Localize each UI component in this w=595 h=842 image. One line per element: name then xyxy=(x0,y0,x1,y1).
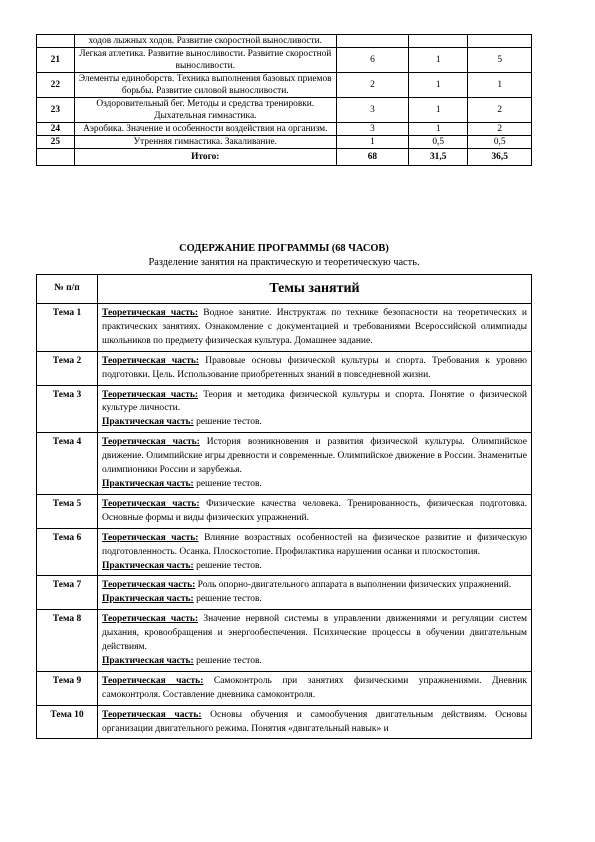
topic-content xyxy=(98,705,532,739)
row-number: 21 xyxy=(37,48,75,73)
topic-content xyxy=(98,433,532,495)
topic-row xyxy=(37,385,532,433)
header-title: Темы занятий xyxy=(98,275,532,304)
theory-label: Теоретическая часть: xyxy=(102,389,199,400)
row-theory-hours: 1 xyxy=(409,123,468,136)
row-practice-hours: 0,5 xyxy=(468,136,532,149)
theory-label: Теоретическая часть: xyxy=(102,437,200,448)
topic-content xyxy=(98,304,532,352)
total-label: Итого: xyxy=(74,149,336,166)
table-row xyxy=(37,98,532,123)
hours-table xyxy=(36,34,532,166)
row-practice-hours: 2 xyxy=(468,98,532,123)
row-topic: Утренняя гимнастика. Закаливание. xyxy=(74,136,336,149)
row-theory-hours: 1 xyxy=(409,48,468,73)
row-total-hours: 2 xyxy=(336,73,408,98)
table-row xyxy=(37,35,532,48)
row-topic: Элементы единоборств. Техника выполнения базовых приемов борьбы. Развитие силовой выносливости. xyxy=(74,73,336,98)
theory-text: Теоретическая часть: История возникновения и развития физической культуры. Олимпийское движение. Олимпийские игры древности и современные. Олимпийское движение в России. Знаменитые олимпионики России и зарубежья. xyxy=(102,437,527,476)
row-practice-hours: 2 xyxy=(468,123,532,136)
table-row xyxy=(37,123,532,136)
total-num-cell xyxy=(37,149,75,166)
total-row xyxy=(37,149,532,166)
row-practice-hours: 5 xyxy=(468,48,532,73)
row-topic: ходов лыжных ходов. Развитие скоростной выносливости. xyxy=(74,35,336,48)
row-total-hours xyxy=(336,35,408,48)
theory-text: Теоретическая часть: Основы обучения и самообучения двигательным действиям. Основы организации двигательного режима. Понятия «двигательный навык» и xyxy=(102,709,527,734)
topic-row xyxy=(37,528,532,576)
row-number: 23 xyxy=(37,98,75,123)
theory-label: Теоретическая часть: xyxy=(102,709,202,720)
row-theory-hours: 1 xyxy=(409,73,468,98)
topic-number: Тема 5 xyxy=(37,494,98,528)
topic-row xyxy=(37,351,532,385)
topic-content xyxy=(98,528,532,576)
topic-number: Тема 6 xyxy=(37,528,98,576)
practice-text: Практическая часть: решение тестов. xyxy=(102,560,262,571)
theory-text: Теоретическая часть: Значение нервной системы в управлении движениями и регуляции систем дыхания, кровообращения и энергообеспечения. Психические процессы в обучении двигательным действиям. xyxy=(102,614,527,653)
topic-row xyxy=(37,576,532,610)
row-topic: Легкая атлетика. Развитие выносливости. Развитие скоростной выносливости. xyxy=(74,48,336,73)
row-number: 24 xyxy=(37,123,75,136)
row-topic: Оздоровительный бег. Методы и средства тренировки. Дыхательная гимнастика. xyxy=(74,98,336,123)
topic-content xyxy=(98,351,532,385)
topics-table xyxy=(36,274,532,739)
theory-text: Теоретическая часть: Самоконтроль при занятиях физическими упражнениями. Дневник самоконтроля. Составление дневника самоконтроля. xyxy=(102,675,527,700)
row-total-hours: 6 xyxy=(336,48,408,73)
table-row xyxy=(37,48,532,73)
topic-number: Тема 9 xyxy=(37,671,98,705)
topic-number: Тема 4 xyxy=(37,433,98,495)
topic-content xyxy=(98,610,532,672)
topic-content xyxy=(98,385,532,433)
row-topic: Аэробика. Значение и особенности воздействия на организм. xyxy=(74,123,336,136)
theory-text: Теоретическая часть: Роль опорно-двигательного аппарата в выполнении физических упражнений. xyxy=(102,580,512,591)
theory-label: Теоретическая часть: xyxy=(102,580,196,591)
row-number xyxy=(37,35,75,48)
theory-label: Теоретическая часть: xyxy=(102,355,200,366)
topic-number: Тема 8 xyxy=(37,610,98,672)
topic-content xyxy=(98,576,532,610)
section-title: СОДЕРЖАНИЕ ПРОГРАММЫ (68 ЧАСОВ) xyxy=(179,243,389,254)
topics-header-row xyxy=(37,275,532,304)
topic-number: Тема 3 xyxy=(37,385,98,433)
practice-label: Практическая часть: xyxy=(102,594,194,605)
row-number: 25 xyxy=(37,136,75,149)
topic-content xyxy=(98,671,532,705)
table-row xyxy=(37,136,532,149)
total-practice: 36,5 xyxy=(468,149,532,166)
theory-label: Теоретическая часть: xyxy=(102,532,199,543)
row-theory-hours: 0,5 xyxy=(409,136,468,149)
topic-number: Тема 10 xyxy=(37,705,98,739)
practice-label: Практическая часть: xyxy=(102,655,194,666)
topic-row xyxy=(37,705,532,739)
row-theory-hours: 1 xyxy=(409,98,468,123)
row-practice-hours: 1 xyxy=(468,73,532,98)
total-theory: 31,5 xyxy=(409,149,468,166)
theory-label: Теоретическая часть: xyxy=(102,308,199,318)
topic-row xyxy=(37,304,532,352)
topic-number: Тема 7 xyxy=(37,576,98,610)
theory-label: Теоретическая часть: xyxy=(102,675,204,686)
topic-row xyxy=(37,671,532,705)
topic-number: Тема 2 xyxy=(37,351,98,385)
topic-content xyxy=(98,494,532,528)
total-hours: 68 xyxy=(336,149,408,166)
theory-label: Теоретическая часть: xyxy=(102,498,200,509)
row-total-hours: 3 xyxy=(336,123,408,136)
section-subtitle: Разделение занятия на практическую и теоретическую часть. xyxy=(148,257,420,268)
practice-label: Практическая часть: xyxy=(102,478,194,489)
practice-text: Практическая часть: решение тестов. xyxy=(102,594,262,605)
practice-text: Практическая часть: решение тестов. xyxy=(102,478,262,489)
practice-text: Практическая часть: решение тестов. xyxy=(102,417,262,428)
theory-text: Теоретическая часть: Правовые основы физической культуры и спорта. Требования к уровню подготовки. Цель. Использование приобретенных знаний в повседневной жизни. xyxy=(102,355,528,380)
topic-row xyxy=(37,610,532,672)
practice-text: Практическая часть: решение тестов. xyxy=(102,655,262,666)
theory-text: Теоретическая часть: Водное занятие. Инструктаж по технике безопасности на теоретических и практических занятиях. Ознакомление с документацией и требованиями Всероссийской олимпиады школьников по предмету физическая культура. Домашнее задание. xyxy=(102,308,528,346)
row-theory-hours xyxy=(409,35,468,48)
row-practice-hours xyxy=(468,35,532,48)
row-total-hours: 1 xyxy=(336,136,408,149)
topic-number: Тема 1 xyxy=(37,304,98,352)
topic-row xyxy=(37,494,532,528)
theory-text: Теоретическая часть: Влияние возрастных особенностей на физическое развитие и физическую подготовленность. Осанка. Плоскостопие. Профилактика нарушения осанки и плоскостопия. xyxy=(102,532,528,557)
topic-row xyxy=(37,433,532,495)
row-number: 22 xyxy=(37,73,75,98)
practice-label: Практическая часть: xyxy=(102,417,194,428)
theory-label: Теоретическая часть: xyxy=(102,614,199,625)
row-total-hours: 3 xyxy=(336,98,408,123)
header-num: № п/п xyxy=(37,275,98,304)
practice-label: Практическая часть: xyxy=(102,560,194,571)
table-row xyxy=(37,73,532,98)
theory-text: Теоретическая часть: Теория и методика физической культуры и спорта. Понятие о физической культуре личности. xyxy=(102,389,527,414)
theory-text: Теоретическая часть: Физические качества человека. Тренированность, физическая подготовка. Основные формы и виды физических упражнений. xyxy=(102,498,527,523)
